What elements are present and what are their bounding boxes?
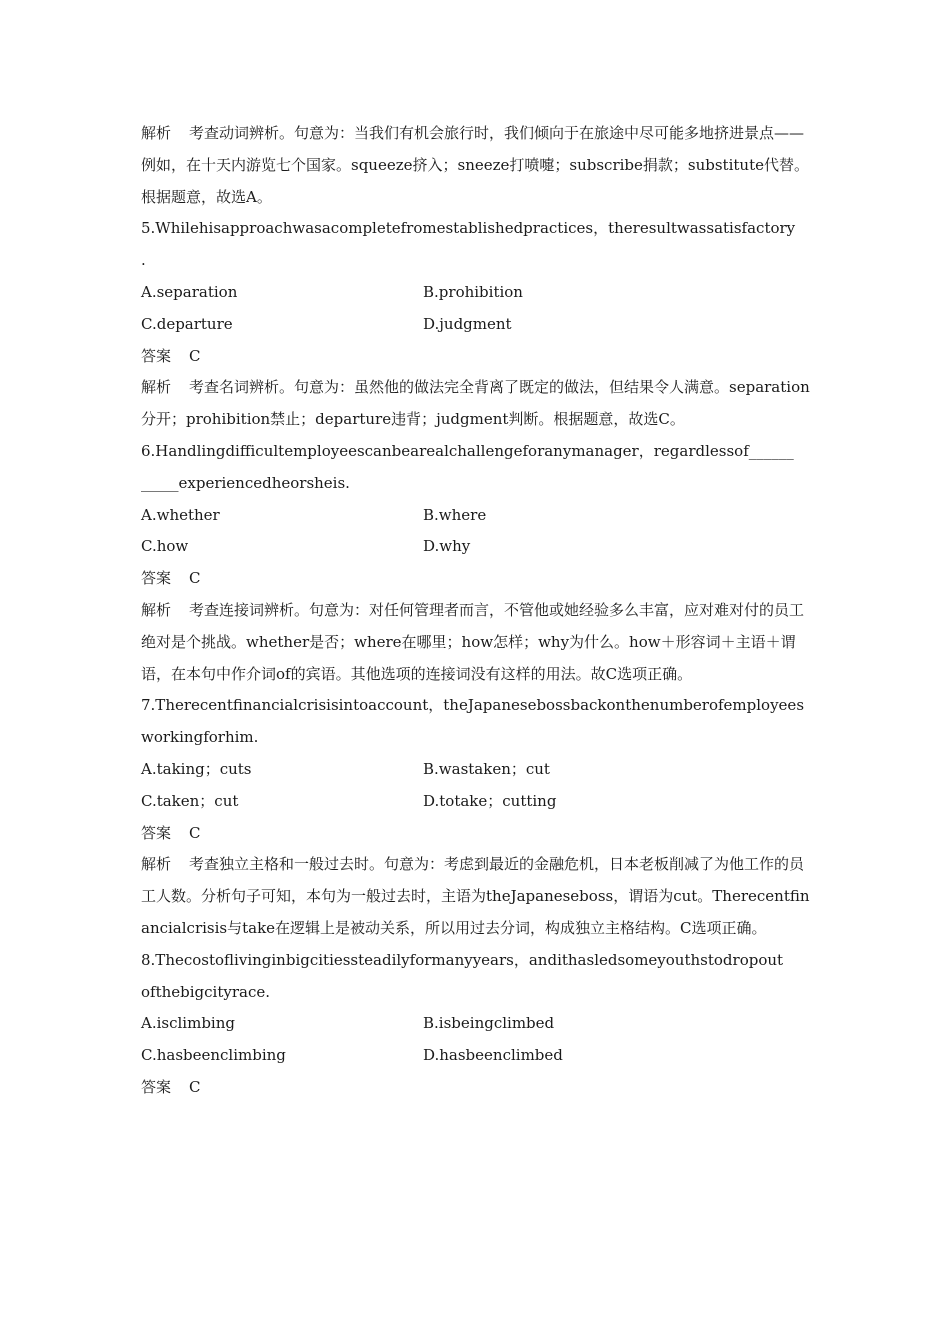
question-stem-5-continued: . xyxy=(141,251,146,270)
question-stem-7-continued: workingforhim. xyxy=(141,728,259,747)
question-stem-8: 8.Thecostoflivinginbigcitiessteadilyformanyyears，andithasledsomeyouthstodropout xyxy=(141,950,784,969)
option-b: B.where xyxy=(423,505,487,524)
option-b: B.prohibition xyxy=(423,282,523,301)
option-c: C.hasbeenclimbing xyxy=(141,1046,286,1065)
document-body xyxy=(141,118,813,1104)
analysis-text: 考查连接词辨析。句意为：对任何管理者而言，不管他或她经验多么丰富，应对难对付的员工绝对是个挑战。whether是否；where在哪里；how怎样；why为什么。how＋形容词＋主语＋谓语，在本句中作介词of的宾语。其他选项的连接词没有这样的用法。故C选项正确。 xyxy=(141,600,805,683)
analysis-text: 考查名词辨析。句意为：虽然他的做法完全背离了既定的做法，但结果令人满意。separation分开；prohibition禁止；departure违背；judgment判断。根据题意，故选C。 xyxy=(141,378,810,429)
option-a: A.whether xyxy=(141,505,220,524)
question-stem-6: 6.Handlingdifficultemployeescanbearealchallengeforanymanager，regardlessof______ xyxy=(141,441,794,460)
option-a: A.taking；cuts xyxy=(141,759,252,778)
analysis-text: 考查动词辨析。句意为：当我们有机会旅行时，我们倾向于在旅途中尽可能多地挤进景点——例如，在十天内游览七个国家。squeeze挤入；sneeze打喷嚏；subscribe捐款；substitute代替。根据题意，故选A。 xyxy=(141,124,809,206)
options-row xyxy=(141,531,813,563)
analysis-paragraph-q4 xyxy=(141,118,813,213)
option-d: D.hasbeenclimbed xyxy=(423,1046,563,1065)
analysis-label: 解析 xyxy=(141,124,172,142)
options-row xyxy=(141,1040,813,1072)
question-stem-8-continued: ofthebigcityrace. xyxy=(141,982,271,1001)
options-row xyxy=(141,1008,813,1040)
option-d: D.judgment xyxy=(423,314,512,333)
option-c: C.taken；cut xyxy=(141,791,239,810)
question-stem-5: 5.Whilehisapproachwasacompletefromestablishedpractices，theresultwassatisfactory xyxy=(141,219,796,238)
question-stem-6-continued: _____experiencedheorsheis. xyxy=(141,473,350,492)
answer-line-6 xyxy=(141,563,813,595)
option-a: A.separation xyxy=(141,282,238,301)
answer-value: C xyxy=(189,1077,201,1096)
analysis-label: 解析 xyxy=(141,600,172,619)
option-a: A.isclimbing xyxy=(141,1014,235,1033)
answer-label: 答案 xyxy=(141,569,172,588)
analysis-label: 解析 xyxy=(141,855,172,874)
options-row xyxy=(141,309,813,341)
answer-value: C xyxy=(189,346,201,365)
answer-value: C xyxy=(189,569,201,588)
option-c: C.how xyxy=(141,537,189,556)
option-d: D.why xyxy=(423,537,471,556)
answer-line-5 xyxy=(141,341,813,373)
answer-label: 答案 xyxy=(141,346,172,365)
options-row xyxy=(141,786,813,818)
answer-label: 答案 xyxy=(141,1077,172,1096)
options-row xyxy=(141,754,813,786)
question-stem-7: 7.Therecentfinancialcrisisintoaccount，theJapanesebossbackonthenumberofemployees xyxy=(141,696,805,715)
options-row xyxy=(141,500,813,532)
answer-line-8 xyxy=(141,1072,813,1104)
option-c: C.departure xyxy=(141,314,233,333)
analysis-text: 考查独立主格和一般过去时。句意为：考虑到最近的金融危机，日本老板削减了为他工作的员工人数。分析句子可知，本句为一般过去时，主语为theJapaneseboss，谓语为cut。Therecentfinancialcrisis与take在逻辑上是被动关系，所以用过去分词，构成独立主格结构。C选项正确。 xyxy=(141,855,810,937)
analysis-paragraph-q6 xyxy=(141,595,813,690)
analysis-paragraph-q7 xyxy=(141,849,813,944)
answer-value: C xyxy=(189,823,201,842)
option-d: D.totake；cutting xyxy=(423,791,557,810)
analysis-paragraph-q5 xyxy=(141,372,813,436)
options-row xyxy=(141,277,813,309)
answer-line-7 xyxy=(141,818,813,850)
analysis-label: 解析 xyxy=(141,378,172,397)
option-b: B.wastaken；cut xyxy=(423,759,550,778)
option-b: B.isbeingclimbed xyxy=(423,1014,555,1033)
answer-label: 答案 xyxy=(141,823,172,842)
